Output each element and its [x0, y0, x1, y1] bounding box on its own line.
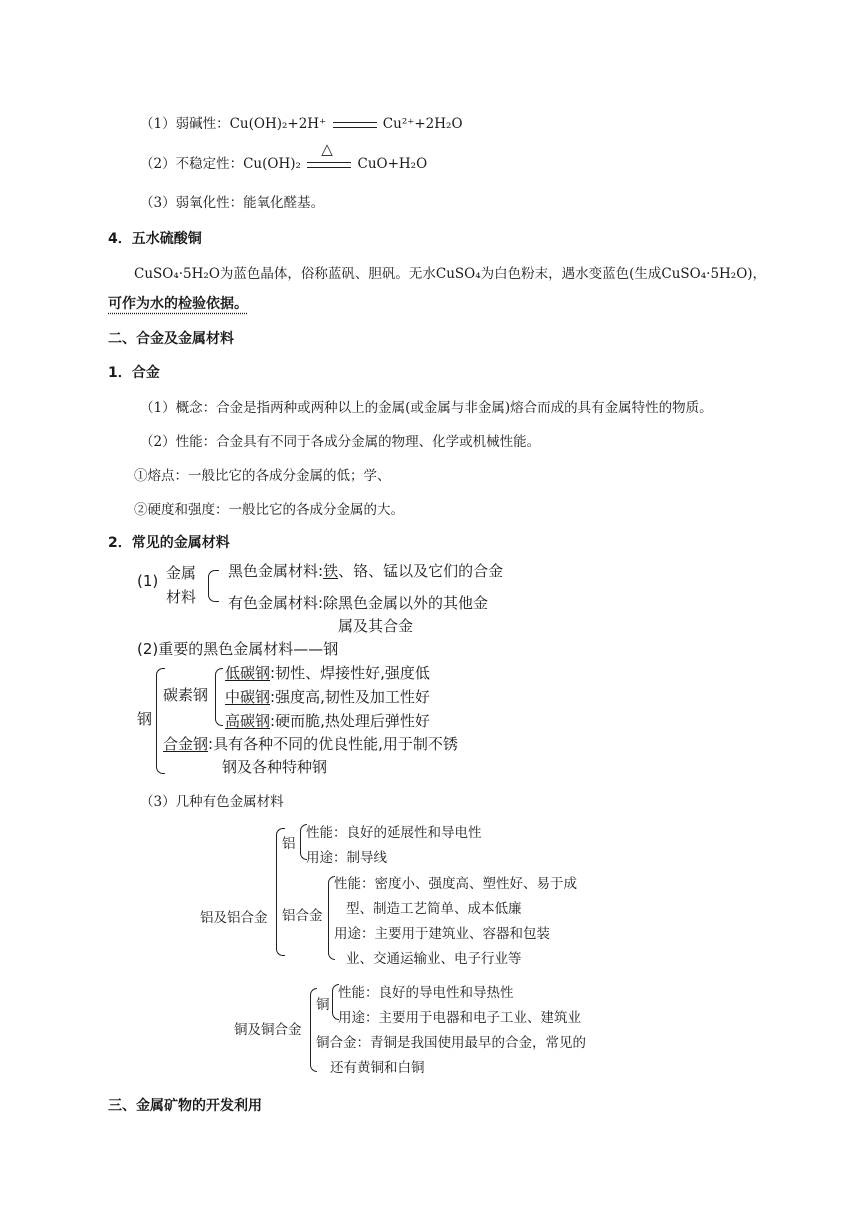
steel-root: 钢: [137, 710, 153, 728]
diagram1-brace: [208, 570, 219, 602]
weak-base-line: [140, 112, 463, 132]
aluminum-property: 性能：良好的延展性和导电性: [306, 825, 482, 841]
copper-sulfate-text-1: CuSO₄·5H₂O为蓝色晶体，俗称蓝矾、胆矾。无水CuSO₄为白色粉末，遇水变蓝色(生成CuSO₄·5H₂O)，: [134, 266, 767, 282]
copper-alloy-1: 铜合金：青铜是我国使用最早的合金，常见的: [316, 1035, 586, 1051]
metal-materials-heading: 2．常见的金属材料: [108, 535, 230, 551]
weak-base-text: （1）弱碱性：Cu(OH)₂+2H⁺: [140, 116, 327, 132]
copper-sulfate-text-2: 可作为水的检验依据。: [108, 296, 248, 312]
instability-line: [140, 139, 428, 172]
carbon-steel-brace: [215, 668, 223, 726]
black-metal-label: 黑色金属材料:: [228, 562, 324, 580]
colored-metal-line-1: 有色金属材料:除黑色金属以外的其他金: [228, 594, 489, 612]
mid-carbon-line: [225, 686, 430, 707]
alloy-property: （2）性能：合金具有不同于各成分金属的物理、化学或机械性能。: [140, 434, 541, 450]
aluminum-alloy-use-2: 业、交通运输业、电子行业等: [346, 951, 522, 967]
heat-equals-sign: [307, 139, 351, 172]
copper-property: 性能：良好的导电性和导热性: [338, 985, 514, 1001]
aluminum-alloy-property-2: 型、制造工艺简单、成本低廉: [346, 901, 522, 917]
weak-base-result: Cu²⁺+2H₂O: [382, 116, 463, 132]
alloy-steel-desc-2: 钢及各种特种钢: [222, 758, 328, 776]
low-carbon-name: 低碳钢: [225, 664, 271, 682]
weak-oxidizer-line: （3）弱氧化性：能氧化醛基。: [140, 195, 325, 211]
steel-title: (2)重要的黑色金属材料——钢: [137, 640, 339, 658]
black-metal-line: [228, 560, 503, 581]
copper-alloy-2: 还有黄铜和白铜: [330, 1060, 425, 1076]
high-carbon-desc: :硬而脆,热处理后弹性好: [270, 712, 430, 730]
low-carbon-line: [225, 662, 430, 683]
high-carbon-name: 高碳钢: [225, 712, 271, 730]
copper-label: 铜: [316, 997, 330, 1013]
alloy-heading: 1．合金: [108, 365, 160, 381]
alloy-concept: （1）概念：合金是指两种或两种以上的金属(或金属与非金属)熔合而成的具有金属特性的物质。: [140, 400, 713, 416]
low-carbon-desc: :韧性、焊接性好,强度低: [270, 664, 430, 682]
high-carbon-line: [225, 710, 430, 731]
part-two-heading: 二、合金及金属材料: [108, 331, 234, 347]
hardness-strength: ②硬度和强度：一般比它的各成分金属的大。: [134, 502, 404, 518]
aluminum-root: 铝及铝合金: [200, 910, 268, 926]
carbon-steel-label: 碳素钢: [163, 686, 209, 704]
aluminum-alloy-property-1: 性能：密度小、强度高、塑性好、易于成: [334, 876, 577, 892]
nonferrous-title: （3）几种有色金属材料: [140, 794, 284, 810]
part-three-heading: 三、金属矿物的开发利用: [108, 1098, 262, 1114]
black-metal-desc: 、铬、锰以及它们的合金: [338, 562, 504, 580]
diagram1-number: (1): [137, 572, 159, 590]
section-heading-copper-sulfate: 4．五水硫酸铜: [108, 231, 202, 247]
aluminum-label: 铝: [282, 836, 296, 852]
diagram1-root-2: 材料: [166, 588, 197, 606]
copper-use: 用途：主要用于电器和电子工业、建筑业: [338, 1010, 581, 1026]
iron-label: 铁: [323, 562, 339, 580]
copper-root: 铜及铜合金: [234, 1022, 302, 1038]
aluminum-alloy-use-1: 用途：主要用于建筑业、容器和包装: [334, 926, 550, 942]
equals-sign: [333, 118, 377, 132]
instability-result: CuO+H₂O: [357, 156, 428, 172]
diagram1-root-1: 金属: [166, 564, 197, 582]
aluminum-use: 用途：制导线: [306, 850, 387, 866]
colored-metal-line-2: 属及其合金: [338, 617, 414, 635]
melting-point: ①熔点：一般比它的各成分金属的低；学、: [134, 468, 391, 484]
alloy-steel-line: [163, 733, 458, 754]
alloy-steel-name: 合金钢: [163, 735, 209, 753]
aluminum-alloy-label: 铝合金: [282, 908, 323, 924]
alloy-steel-desc: :具有各种不同的优良性能,用于制不锈: [208, 735, 458, 753]
mid-carbon-name: 中碳钢: [225, 688, 271, 706]
instability-text: （2）不稳定性：Cu(OH)₂: [140, 156, 301, 172]
heat-condition: △: [321, 139, 333, 158]
mid-carbon-desc: :强度高,韧性及加工性好: [270, 688, 430, 706]
